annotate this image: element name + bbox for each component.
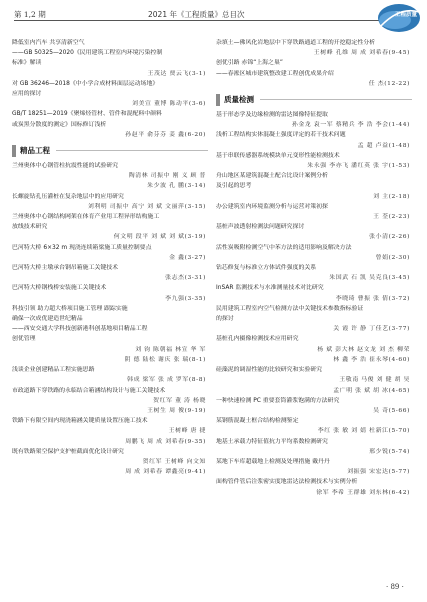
toc-entry xyxy=(12,232,208,242)
article-title: 活性炭吸附检测空气中苯方法的适用影响及解决方法 xyxy=(216,244,352,251)
article-title: 既有铁路架空保护支护桩截面优化设计研究 xyxy=(12,448,124,455)
article-title: 科技引领 助力超大桥项目施工管理 跟踪实施 xyxy=(12,305,128,312)
article-title: 创优引路 赤锦“上海之巢” xyxy=(216,60,283,67)
article-title: ——春淞区城市建筑整改建工程创优成果介绍 xyxy=(216,70,334,77)
article-title: 长螺旋钻孔压灌桩在复杂地层中的应用研究 xyxy=(12,193,124,200)
article-title: 民用建筑工程室内空气检测方法中关键技术参数指标验证 xyxy=(216,305,364,312)
article-title: 杂填土—佛风化岩地层中下穿铁路通道工程的开挖稳定性分析 xyxy=(216,40,376,46)
toc-entry xyxy=(216,120,412,130)
article-title: 浅谈企业创建精品工程实施思路 xyxy=(12,367,95,374)
article-authors: 韩成 梁军 张 成 罗军(8-8) xyxy=(127,377,206,384)
toc-entry xyxy=(12,58,208,78)
article-authors: 邢少锐(5-74) xyxy=(369,448,410,455)
toc-entry xyxy=(216,304,412,314)
toc-entry xyxy=(216,447,412,457)
toc-entry xyxy=(216,273,412,283)
article-authors: 王树峰 唐 捷 xyxy=(168,428,206,435)
article-authors: 孟广明 张 斌 胡 冰(4-65) xyxy=(333,387,410,394)
article-authors: 孟 超 卢益(1-48) xyxy=(357,142,410,149)
toc-entry xyxy=(12,109,208,119)
toc-entry xyxy=(216,130,412,140)
article-authors: 朱国武 石 凯 吴克良(3-45) xyxy=(329,275,410,282)
toc-entry xyxy=(216,192,412,202)
section-marker xyxy=(12,145,16,157)
article-authors: 杨 斌 彭大林 赵文龙 刘 杰 柳荣 xyxy=(317,346,410,353)
article-authors: 孙金龙 袁一军 蔡精兵 李 浩 李会(1-44) xyxy=(291,122,410,129)
article-title: GB/T 18251—2019《聚烯烃管材、管件和混配料中颜料 xyxy=(12,111,162,118)
article-authors: 李九强(3-35) xyxy=(165,295,206,302)
toc-entry xyxy=(12,89,208,99)
article-authors: 李红 张 敏 刘 婧 杜新江(5-70) xyxy=(317,428,410,435)
toc-entry xyxy=(12,345,208,355)
toc-entry xyxy=(216,263,412,273)
toc-entry xyxy=(12,334,208,344)
article-authors: 徐军 李希 王群雄 刘东林(6-42) xyxy=(316,489,410,496)
article-title: 创优管理 xyxy=(12,336,36,343)
article-title: ——GB 50325—2020《民用建筑工程室内环境污染控制 xyxy=(12,50,163,57)
toc-entry xyxy=(216,171,412,181)
article-authors: 张小清(2-26) xyxy=(369,234,410,241)
article-authors: 刘美宣 董博 陈动平(3-6) xyxy=(132,101,206,108)
article-authors: 林 鑫 李 浩 崔永琴(4-60) xyxy=(333,356,410,363)
toc-entry xyxy=(216,181,412,191)
toc-entry xyxy=(12,426,208,436)
article-title: 或炭黑分散度的测定》国标修订浅析 xyxy=(12,121,107,128)
article-title: 某地下车库超载地上检测及处理措施 戴丹丹 xyxy=(216,458,330,465)
toc-entry xyxy=(12,283,208,293)
toc-entry xyxy=(216,467,412,477)
toc-entry xyxy=(12,396,208,406)
toc-entry xyxy=(216,161,412,171)
article-title: 基桩孔内摄像检测技术应用研究 xyxy=(216,336,299,343)
article-authors: 孙赵平 俞芬芬 姜 鑫(6-20) xyxy=(125,131,206,138)
article-authors: 王 荃(2-23) xyxy=(373,214,410,221)
article-title: InSAR 监测技术与水准测量技术对比研究 xyxy=(216,285,324,292)
article-authors: 张志杰(3-31) xyxy=(165,275,206,282)
toc-entry xyxy=(216,294,412,304)
toc-entry xyxy=(216,58,412,68)
article-authors: 周 成 刘希春 谭鑫亮(9-41) xyxy=(125,469,206,476)
toc-entry xyxy=(12,181,208,191)
article-authors: 关 霞 许 静 丁佳艺(3-77) xyxy=(333,326,410,333)
toc-entry xyxy=(216,406,412,416)
toc-entry xyxy=(12,314,208,324)
toc-entry xyxy=(216,345,412,355)
article-title: 的探讨 xyxy=(216,316,234,323)
article-title: 钻芯修复与标准立方体试件强度的关系 xyxy=(216,265,317,272)
left-column xyxy=(12,38,208,477)
toc-entry xyxy=(12,304,208,314)
toc-entry xyxy=(216,212,412,222)
toc-entry xyxy=(216,396,412,406)
article-authors: 曾娟(2-30) xyxy=(375,254,410,261)
article-authors: 刘 主(2-18) xyxy=(373,193,410,200)
article-authors: 吴 奇(5-66) xyxy=(373,407,410,414)
article-title: 硅藻泥的调湿性能的比较研究和实验研究 xyxy=(216,367,323,374)
toc-entry xyxy=(12,120,208,130)
left-top-list xyxy=(12,38,208,140)
article-title: 对 GB 36246—2018《中小学合成材料面层运动场地》 xyxy=(12,80,159,87)
article-title: 浅析工程结构实体混凝土强度评定的若干技术问题 xyxy=(216,132,346,139)
toc-entry xyxy=(12,365,208,375)
article-title: 基于形态学及边缘检测的雷达图像特征提取 xyxy=(216,112,328,119)
section-rule xyxy=(260,99,412,100)
article-title: 标准》解读 xyxy=(12,60,42,67)
toc-entry xyxy=(216,314,412,334)
article-authors: 李晓琦 曹振 张 倩(3-72) xyxy=(335,295,410,302)
toc-entry xyxy=(216,253,412,263)
article-title: 铁路下有限空间内现浇箱涵关键质量设置压施工技术 xyxy=(12,418,148,425)
toc-entry xyxy=(12,273,208,283)
section-heading-jingpin xyxy=(12,144,208,157)
header-rule xyxy=(14,20,400,21)
article-authors: 陶清林 司振中 刚 义 顾 普 xyxy=(128,173,206,180)
toc-entry xyxy=(12,294,208,304)
toc-entry xyxy=(216,202,412,212)
article-title: 基于串联传感器系统模块单元变形性能检测技术 xyxy=(216,152,340,159)
toc-entry xyxy=(12,447,208,457)
article-authors: 贺红军 王树峰 向文知 xyxy=(142,458,206,465)
toc-entry xyxy=(12,79,208,89)
toc-entry xyxy=(216,110,412,120)
article-title: 某钢筋混凝土框合结构检测鉴定 xyxy=(216,418,299,425)
toc-entry xyxy=(12,243,208,253)
article-title: 放线技术研究 xyxy=(12,224,48,231)
toc-entry xyxy=(12,212,208,222)
article-title: 兰州奥体中心钢管柱抗震性能的试验研究 xyxy=(12,163,119,170)
toc-entry xyxy=(12,457,208,467)
toc-entry xyxy=(12,202,208,212)
toc-entry xyxy=(216,151,412,161)
toc-entry xyxy=(216,48,412,58)
toc-entry xyxy=(12,38,208,48)
toc-entry xyxy=(12,99,208,109)
toc-entry xyxy=(12,130,208,140)
toc-entry xyxy=(216,283,412,293)
toc-entry xyxy=(12,263,208,273)
article-title: 降低室内汽车 共享清新空气 xyxy=(12,40,85,46)
toc-entry xyxy=(216,375,412,385)
article-authors: 王茂达 贾云飞(3-1) xyxy=(147,70,206,77)
article-authors: 朱少波 孔 鹏(3-14) xyxy=(147,183,206,190)
article-authors: 王树峰 孔维 周 成 刘希春(9-45) xyxy=(313,50,410,57)
article-title: 巴河特大桥钢栈桥安装施工关键技术 xyxy=(12,285,107,292)
toc-entry xyxy=(216,69,412,79)
article-title: 市政道路下穿铁路的永临结合箱涵结构设计与施工关键技术 xyxy=(12,387,166,394)
article-title: 巴河特大桥主墩承台钢吊箱施工关键技术 xyxy=(12,265,119,272)
toc-entry xyxy=(216,222,412,232)
article-authors: 王树生 周 俊(9-19) xyxy=(147,407,206,414)
toc-entry xyxy=(216,232,412,242)
toc-entry xyxy=(12,161,208,171)
article-authors: 何文明 段平 刘 斌 刘 斌(3-19) xyxy=(113,234,206,241)
article-title: 一种快速检测 PC 重要套筒灌浆饱满的方法研究 xyxy=(216,397,340,404)
article-title: 确保一次成优建造世纪精品 xyxy=(12,316,83,323)
article-authors: 刘 钧 陈朝福 林宣 华 军 xyxy=(135,346,206,353)
section-heading-zhiliang xyxy=(216,93,412,106)
page-number: · 89 · xyxy=(386,583,404,591)
toc-entry xyxy=(12,48,208,58)
toc-entry xyxy=(12,171,208,181)
toc-entry xyxy=(12,253,208,263)
toc-entry xyxy=(12,437,208,447)
logo-text: 工程质量 xyxy=(394,12,417,18)
article-title: 巴河特大桥 6×32 m 现浇连续箱梁施工质量控制要点 xyxy=(12,244,152,251)
right-main-list xyxy=(216,110,412,498)
toc-entry xyxy=(216,437,412,447)
toc-entry xyxy=(12,355,208,365)
toc-entry xyxy=(12,386,208,396)
article-title: 地基土承载力特征值抗力平均系数检测研究 xyxy=(216,438,328,445)
article-title: 及引起的思考 xyxy=(216,183,252,190)
toc-entry xyxy=(216,243,412,253)
toc-entry xyxy=(12,324,208,334)
article-authors: 贺红军 董 涛 杨晓 xyxy=(153,397,206,404)
article-authors: 周鹏飞 周 成 刘希春(9-35) xyxy=(125,438,206,445)
article-authors: 王敬南 马俊 刘 健 胡 昊 xyxy=(339,377,410,384)
toc-entry xyxy=(216,141,412,151)
article-authors: 任 杰(12-22) xyxy=(368,80,410,87)
right-top-list xyxy=(216,38,412,89)
article-title: 基桩声波透射检测法问题研究探讨 xyxy=(216,224,305,231)
article-authors: 阴 德 陆松 谢庆 张 瑞(8-1) xyxy=(124,356,206,363)
toc-entry xyxy=(12,416,208,426)
issue-number: 第 1,2 期 xyxy=(14,10,46,19)
article-title: 面构管件管后注浆密实度地雷达法检测技术与实例分析 xyxy=(216,479,358,486)
article-title: 办公建筑室内环境监测分析与运营对策初探 xyxy=(216,203,328,210)
toc-entry xyxy=(216,355,412,365)
toc-entry xyxy=(12,406,208,416)
toc-entry xyxy=(216,365,412,375)
section-marker xyxy=(216,94,220,106)
toc-entry xyxy=(12,222,208,232)
toc-entry xyxy=(216,386,412,396)
journal-logo xyxy=(375,2,421,36)
page-header xyxy=(0,0,427,40)
toc-entry xyxy=(216,457,412,467)
toc-entry xyxy=(216,488,412,498)
article-title: 兰州奥体中心钢结构网架在体育产业用工程异形结构施工 xyxy=(12,214,160,221)
article-authors: 刘振强 宋宏达(5-77) xyxy=(347,469,410,476)
left-main-list xyxy=(12,161,208,477)
section-rule xyxy=(56,150,208,151)
article-title: 应用的探讨 xyxy=(12,91,42,98)
right-column xyxy=(216,38,412,498)
article-authors: 金 鑫(3-27) xyxy=(169,254,206,261)
toc-entry xyxy=(216,79,412,89)
toc-entry xyxy=(216,416,412,426)
section-title: 精品工程 xyxy=(20,146,50,156)
page-title: 2021 年《工程质量》总目次 xyxy=(148,10,245,19)
article-title: ——西安交通大学科技创新港科创基地项目精品工程 xyxy=(12,326,148,333)
toc-entry xyxy=(216,334,412,344)
article-authors: 刘利明 司振中 高宁 刘 斌 文丽萍(3-15) xyxy=(87,203,206,210)
article-authors: 朱永强 李亦飞 潘红英 张 宇(1-53) xyxy=(307,163,410,170)
toc-entry xyxy=(12,375,208,385)
toc-entry xyxy=(12,192,208,202)
article-title: 舟山地区某建筑混凝土配合比设计案例分析 xyxy=(216,173,328,180)
toc-entry xyxy=(216,38,412,48)
toc-entry xyxy=(12,467,208,477)
section-title: 质量检测 xyxy=(224,95,254,105)
toc-entry xyxy=(216,426,412,436)
toc-entry xyxy=(216,477,412,487)
